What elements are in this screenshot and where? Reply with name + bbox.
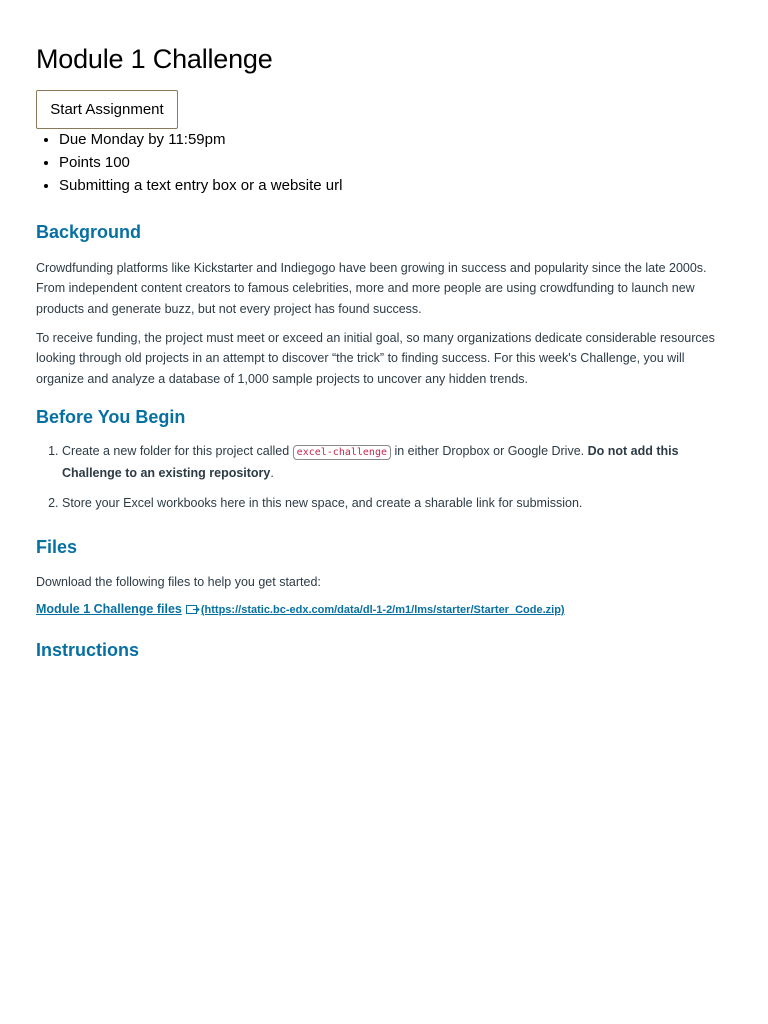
background-paragraph-1: Crowdfunding platforms like Kickstarter and Indiegogo have been growing in success and popularity since the late 2000s. From independent content creators to famous celebrities, more and more people are using crowdfunding to launch new products and generate buzz, but not every project has found success. — [36, 261, 707, 316]
files-intro: Download the following files to help you get started: — [36, 575, 321, 589]
due-date: • Due Monday by 11:59pm — [59, 128, 342, 151]
starter-files-url[interactable]: (https://static.bc-edx.com/data/dl-1-2/m1/lms/starter/Starter_Code.zip) — [200, 604, 565, 616]
files-heading: Files — [36, 537, 78, 557]
starter-files-link[interactable]: Module 1 Challenge files — [36, 602, 182, 616]
submission-type: • Submitting a text entry box or a website url — [59, 174, 342, 197]
folder-name-code: excel-challenge — [293, 445, 391, 460]
step1-warning: Do not add this Challenge to an existing repository — [62, 444, 679, 480]
step1-text-mid: in either Dropbox or Google Drive. — [390, 444, 588, 458]
external-link-icon — [186, 604, 200, 618]
background-paragraph-2: To receive funding, the project must meet or exceed an initial goal, so many organizations dedicate considerable resources looking through old projects in an attempt to discover “the trick” to finding success. For this week's Challenge, you will organize and analyze a database of 1,000 sample projects to uncover any hidden trends. — [36, 331, 715, 386]
assignment-details — [36, 128, 342, 197]
background-heading: Background — [36, 222, 142, 242]
before-you-begin-steps — [36, 441, 726, 523]
step1-text-pre: Create a new folder for this project called — [62, 444, 293, 458]
starter-files-link-row — [36, 602, 565, 618]
step-create-folder — [62, 441, 726, 484]
page-title: Module 1 Challenge — [36, 44, 273, 74]
start-assignment-button[interactable]: Start Assignment — [36, 90, 178, 129]
step1-text-post: . — [270, 466, 274, 480]
before-you-begin-heading: Before You Begin — [36, 407, 186, 427]
points: • Points 100 — [59, 151, 342, 174]
step-store-workbooks: 2. Store your Excel workbooks here in this new space, and create a sharable link for submission. — [62, 493, 726, 514]
instructions-heading: Instructions — [36, 640, 140, 660]
